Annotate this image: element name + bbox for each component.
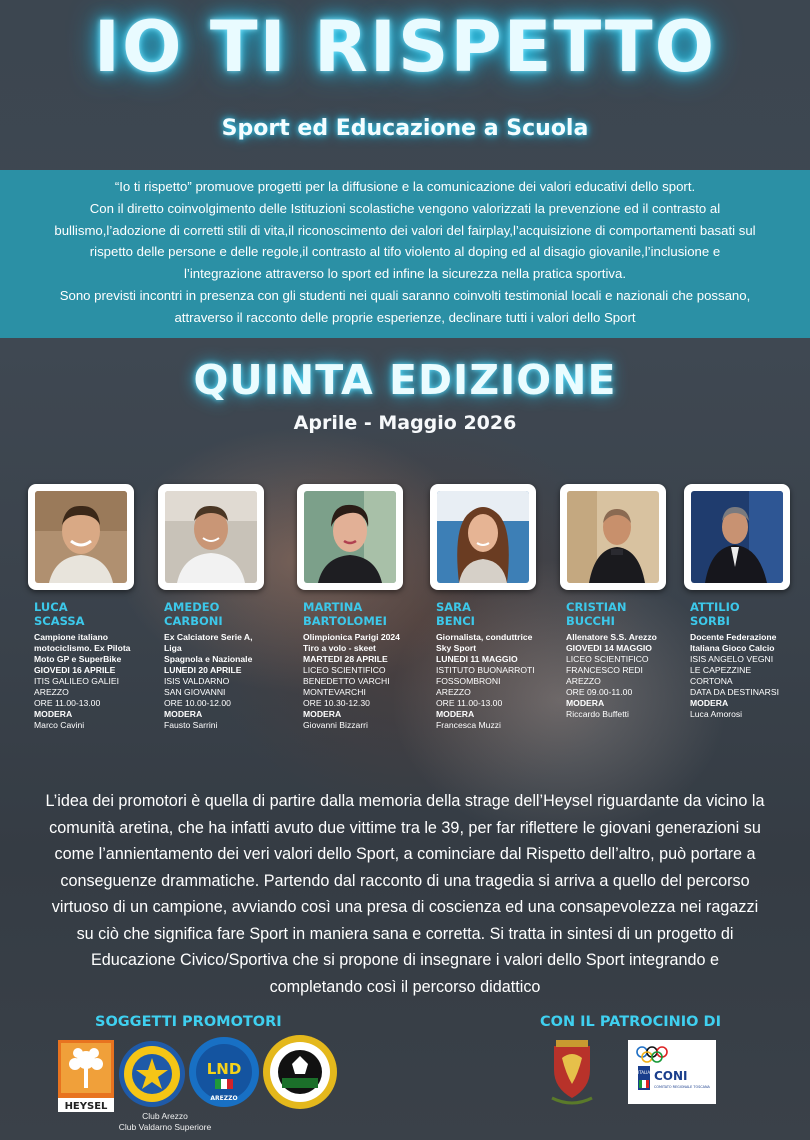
description-line: conseguenze drammatiche. Partendo dal racconto di una tragedia si arriva a quello del percorso: [60, 871, 750, 890]
intro-line: Con il diretto coinvolgimento delle Istituzioni scolastiche vengono valorizzati la prevenzione ed il contrasto al: [89, 200, 721, 216]
speaker-role: Giornalista, conduttrice: [436, 632, 533, 642]
speaker-last-name: SCASSA: [34, 614, 85, 628]
speaker-first-name: ATTILIO: [690, 600, 740, 614]
speaker-card: [297, 484, 409, 731]
speaker-photo: [35, 491, 127, 583]
moderator-label: MODERA: [436, 709, 475, 719]
intro-line: attraverso il racconto delle proprie esperienze, declinare tutti i valori dello Sport: [174, 309, 636, 325]
moderator-label: MODERA: [164, 709, 203, 719]
speaker-photo-frame: [28, 484, 134, 590]
speaker-card: [430, 484, 542, 731]
intro-line: l’integrazione attraverso lo sport ed infine la sicurezza nella pratica sportiva.: [183, 266, 626, 282]
svg-text:HEYSEL: HEYSEL: [64, 1101, 108, 1112]
speaker-first-name: CRISTIAN: [566, 600, 627, 614]
speaker-role: Moto GP e SuperBike: [34, 654, 122, 664]
speaker-card: [560, 484, 672, 720]
speaker-date: LUNEDI 11 MAGGIO: [436, 654, 518, 664]
description-line: come l’annientamento dei veri valori dello Sport, a cominciare dal Rispetto dell’altro, può portare a: [54, 845, 756, 863]
panathlon-logo: [118, 1040, 186, 1108]
speaker-first-name: AMEDEO: [164, 600, 220, 614]
speaker-photo: [304, 491, 396, 583]
speaker-school: LICEO SCIENTIFICO: [566, 654, 649, 664]
speaker-date: MARTEDI 28 APRILE: [303, 654, 388, 664]
speaker-school: DATA DA DESTINARSI: [690, 687, 779, 697]
speaker-last-name: BUCCHI: [566, 614, 615, 628]
poster-title: IO TI RISPETTO: [93, 6, 717, 88]
description-line: virtuoso di un campione, avviando così una presa di coscienza ed una consapevolezza nei ragazzi: [51, 898, 759, 916]
intro-line: “Io ti rispetto” promuove progetti per la diffusione e la comunicazione dei valori educativi dello sport.: [114, 179, 696, 194]
speaker-school: BENEDETTO VARCHI: [303, 676, 390, 686]
intro-line: rispetto delle persone e delle regole,il contrasto al tifo violento al doping ed al disagio giovanile,l’inclusione e: [89, 244, 721, 260]
speaker-name: [28, 600, 140, 628]
description-line: comunità aretina, che ha infatti avuto due vittime tra le 39, per far riflettere le giovani generazioni su: [49, 818, 761, 837]
moderator-name: Riccardo Buffetti: [566, 709, 629, 719]
football-club-logo: [262, 1034, 338, 1110]
moderator-name: Giovanni Bizzarri: [303, 720, 368, 730]
moderator-name: Marco Cavini: [34, 720, 85, 730]
description-line: L’idea dei promotori è quella di partire dalla memoria della strage dell’Heysel riguardante da vicino la: [45, 792, 765, 810]
moderator-label: MODERA: [566, 698, 605, 708]
speaker-school: AREZZO: [436, 687, 471, 697]
speaker-info: [297, 632, 409, 731]
speaker-name: [684, 600, 796, 628]
speaker-date: GIOVEDI 14 MAGGIO: [566, 643, 652, 653]
moderator-name: Luca Amorosi: [690, 709, 743, 719]
speaker-time: ORE 10.30-12.30: [303, 698, 370, 708]
speaker-school: ISTITUTO BUONARROTI: [436, 665, 535, 675]
speaker-school: FOSSOMBRONI: [436, 676, 501, 686]
speaker-time: ORE 11.00-13.00: [436, 698, 503, 708]
speaker-role: Tiro a volo - skeet: [303, 643, 376, 653]
description-line: su ciò che significa fare Sport in maniera sana e corretta. Si tratta in sintesi di un progetto di: [76, 924, 734, 943]
speaker-date: GIOVEDI 16 APRILE: [34, 665, 116, 675]
speaker-name: [297, 600, 409, 628]
speaker-name: [560, 600, 672, 628]
svg-text:AREZZO: AREZZO: [210, 1095, 238, 1102]
moderator-label: MODERA: [690, 698, 729, 708]
speaker-role: Ex Calciatore Serie A, Liga: [164, 632, 253, 653]
speaker-first-name: LUCA: [34, 600, 68, 614]
edition-title: QUINTA EDIZIONE: [193, 356, 617, 404]
speaker-first-name: SARA: [436, 600, 471, 614]
intro-line: bullismo,l’adozione di corretti stili di vita,il riconoscimento dei valori del fairplay,l’acquisizione di comportamenti basati sul: [54, 222, 756, 238]
logo-caption: Club Valdarno Superiore: [118, 1122, 212, 1132]
moderator-label: MODERA: [303, 709, 342, 719]
speaker-role: Campione italiano: [34, 632, 109, 642]
speaker-school: ISIS ANGELO VEGNI: [690, 654, 774, 664]
coni-logo: [628, 1040, 716, 1104]
speaker-school: CORTONA: [690, 676, 733, 686]
moderator-label: MODERA: [34, 709, 73, 719]
patronage-title: CON IL PATROCINIO DI: [540, 1014, 721, 1030]
speaker-info: [28, 632, 140, 731]
speaker-photo: [567, 491, 659, 583]
speaker-photo-frame: [158, 484, 264, 590]
moderator-name: Francesca Muzzi: [436, 720, 501, 730]
speaker-last-name: BARTOLOMEI: [303, 614, 387, 628]
speaker-role: motociclismo. Ex Pilota: [34, 643, 131, 653]
speaker-role: Sky Sport: [436, 643, 477, 653]
speaker-school: MONTEVARCHI: [303, 687, 366, 697]
svg-text:ITALIA: ITALIA: [637, 1070, 651, 1075]
intro-band: [0, 170, 810, 338]
speaker-date: LUNEDI 20 APRILE: [164, 665, 242, 675]
svg-text:CONI: CONI: [654, 1069, 688, 1083]
speaker-school: AREZZO: [34, 687, 69, 697]
speaker-photo: [691, 491, 783, 583]
speaker-role: Italiana Gioco Calcio: [690, 643, 775, 653]
coat-of-arms-logo: [548, 1040, 596, 1106]
description-line: Educazione Civico/Sportiva che si propone di insegnare i valori dello Sport integrando e: [90, 951, 720, 969]
speaker-card: [684, 484, 796, 720]
logo-caption: Club Arezzo: [142, 1111, 188, 1121]
speaker-role: Allenatore S.S. Arezzo: [566, 632, 657, 642]
speaker-school: SAN GIOVANNI: [164, 687, 226, 697]
speaker-card: [158, 484, 270, 731]
speaker-role: Olimpionica Parigi 2024: [303, 632, 400, 642]
promoters-title: SOGGETTI PROMOTORI: [95, 1014, 282, 1030]
speaker-last-name: BENCI: [436, 614, 475, 628]
speaker-card: [28, 484, 140, 731]
speaker-photo: [437, 491, 529, 583]
speaker-last-name: SORBI: [690, 614, 730, 628]
speaker-last-name: CARBONI: [164, 614, 223, 628]
speaker-time: ORE 09.00-11.00: [566, 687, 633, 697]
speaker-school: LICEO SCIENTIFICO: [303, 665, 386, 675]
speaker-role: Spagnola e Nazionale: [164, 654, 253, 664]
speaker-name: [158, 600, 270, 628]
speaker-school: FRANCESCO REDI: [566, 665, 643, 675]
svg-text:COMITATO REGIONALE TOSCANA: COMITATO REGIONALE TOSCANA: [654, 1085, 710, 1089]
speaker-photo: [165, 491, 257, 583]
speaker-first-name: MARTINA: [303, 600, 363, 614]
speaker-name: [430, 600, 542, 628]
speaker-photo-frame: [297, 484, 403, 590]
lnd-logo: [188, 1036, 260, 1108]
speaker-info: [158, 632, 270, 731]
speaker-time: ORE 11.00-13.00: [34, 698, 101, 708]
speaker-role: Docente Federazione: [690, 632, 777, 642]
speaker-school: LE CAPEZZINE: [690, 665, 752, 675]
intro-line: Sono previsti incontri in presenza con gli studenti nei quali saranno coinvolti testimonial locali e nazionali che possano,: [59, 287, 751, 303]
speaker-info: [430, 632, 542, 731]
speaker-time: ORE 10.00-12.00: [164, 698, 231, 708]
edition-dates: Aprile - Maggio 2026: [293, 412, 517, 434]
description-line: completando così il percorso didattico: [269, 977, 541, 996]
moderator-name: Fausto Sarrini: [164, 720, 218, 730]
speaker-photo-frame: [560, 484, 666, 590]
poster-subtitle: Sport ed Educazione a Scuola: [221, 116, 589, 141]
speaker-info: [560, 632, 672, 720]
speaker-school: ISIS VALDARNO: [164, 676, 230, 686]
project-description: [0, 788, 810, 1000]
speaker-photo-frame: [684, 484, 790, 590]
speaker-info: [684, 632, 796, 720]
heysel-logo: [58, 1040, 114, 1112]
speaker-school: AREZZO: [566, 676, 601, 686]
speaker-school: ITIS GALILEO GALIEI: [34, 676, 120, 686]
svg-text:LND: LND: [206, 1060, 242, 1078]
speaker-photo-frame: [430, 484, 536, 590]
